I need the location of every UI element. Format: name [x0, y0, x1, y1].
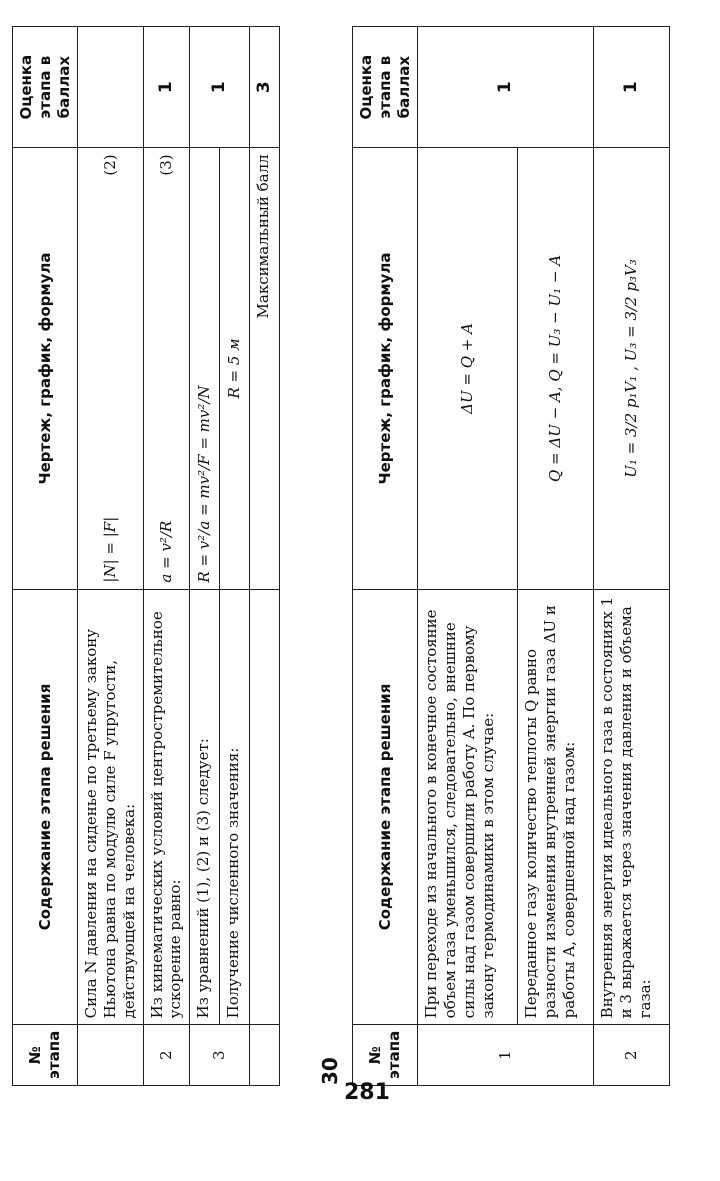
- solution-table-1: [12, 26, 280, 1086]
- header-score: Оценка этапа в баллах: [353, 27, 418, 148]
- formula: |N| = |F|: [101, 516, 119, 583]
- max-score-label: Максимальный балл: [250, 148, 280, 589]
- table-header-row: [13, 27, 78, 1086]
- table-row: [250, 27, 280, 1086]
- content-cell: Получение численного значения:: [220, 589, 250, 1025]
- step-cell: 2: [594, 1025, 670, 1086]
- header-content: Содержание этапа решения: [353, 589, 418, 1025]
- header-step: № этапа: [353, 1025, 418, 1086]
- formula-cell: [190, 148, 220, 589]
- page-number: 281: [344, 1080, 390, 1105]
- table-row: [78, 27, 143, 1086]
- table-row: [190, 27, 220, 1086]
- step-cell: [78, 1025, 143, 1086]
- formula-cell: [143, 148, 190, 589]
- content-cell: Из уравнений (1), (2) и (3) следует:: [190, 589, 220, 1025]
- formula: ΔU = Q + A: [458, 323, 477, 414]
- content-cell: Из кинематических условий центростремительное ускорение равно:: [143, 589, 190, 1025]
- formula-cell: [418, 148, 518, 589]
- equation-number: (2): [101, 154, 119, 176]
- step-cell: [250, 1025, 280, 1086]
- content-cell: При переходе из начального в конечное состояние объем газа уменьшился, следовательно, внешние силы над газом совершили работу A. По первому закону термодинамики в этом случае:: [418, 589, 518, 1025]
- step-cell: 3: [190, 1025, 250, 1086]
- content-cell: Сила N давления на сиденье по третьему закону Ньютона равна по модулю силе F упругости, действующей на человека:: [78, 589, 143, 1025]
- score-cell: 1: [143, 27, 190, 148]
- header-formula: Чертеж, график, формула: [13, 148, 78, 589]
- table-row: [143, 27, 190, 1086]
- content-cell: Внутренняя энергия идеального газа в состояниях 1 и 3 выражается через значения давления и объема газа:: [594, 589, 670, 1025]
- formula-cell: [518, 148, 594, 589]
- step-cell: 2: [143, 1025, 190, 1086]
- formula-cell: [78, 148, 143, 589]
- content-cell: Переданное газу количество теплоты Q равно разности изменения внутренней энергии газа ΔU и работы A, совершенной над газом:: [518, 589, 594, 1025]
- formula: R = 5 м: [225, 338, 244, 399]
- score-cell: [78, 27, 143, 148]
- table-row: [518, 27, 594, 1086]
- solution-table-2: [352, 26, 670, 1086]
- formula: U₁ = 3/2 p₁V₁ , U₃ = 3/2 p₃V₃: [622, 259, 641, 478]
- step-cell: 1: [418, 1025, 594, 1086]
- score-cell: 1: [594, 27, 670, 148]
- header-score: Оценка этапа в баллах: [13, 27, 78, 148]
- table-row: [418, 27, 518, 1086]
- content-cell: [250, 589, 280, 1025]
- formula: R = v²/a = mv²/F = mv²/N: [195, 385, 214, 583]
- table-row: [220, 27, 250, 1086]
- score-cell: 1: [190, 27, 250, 148]
- formula: a = v²/R: [156, 520, 175, 583]
- table-header-row: [353, 27, 418, 1086]
- equation-number: (3): [156, 154, 175, 176]
- section-number: 30: [318, 1057, 342, 1085]
- score-cell: 1: [418, 27, 594, 148]
- formula: Q = ΔU − A, Q = U₃ − U₁ − A: [546, 254, 565, 483]
- formula-cell: [220, 148, 250, 589]
- header-content: Содержание этапа решения: [13, 589, 78, 1025]
- formula-cell: [594, 148, 670, 589]
- header-formula: Чертеж, график, формула: [353, 148, 418, 589]
- score-cell: 3: [250, 27, 280, 148]
- table-row: [594, 27, 670, 1086]
- header-step: № этапа: [13, 1025, 78, 1086]
